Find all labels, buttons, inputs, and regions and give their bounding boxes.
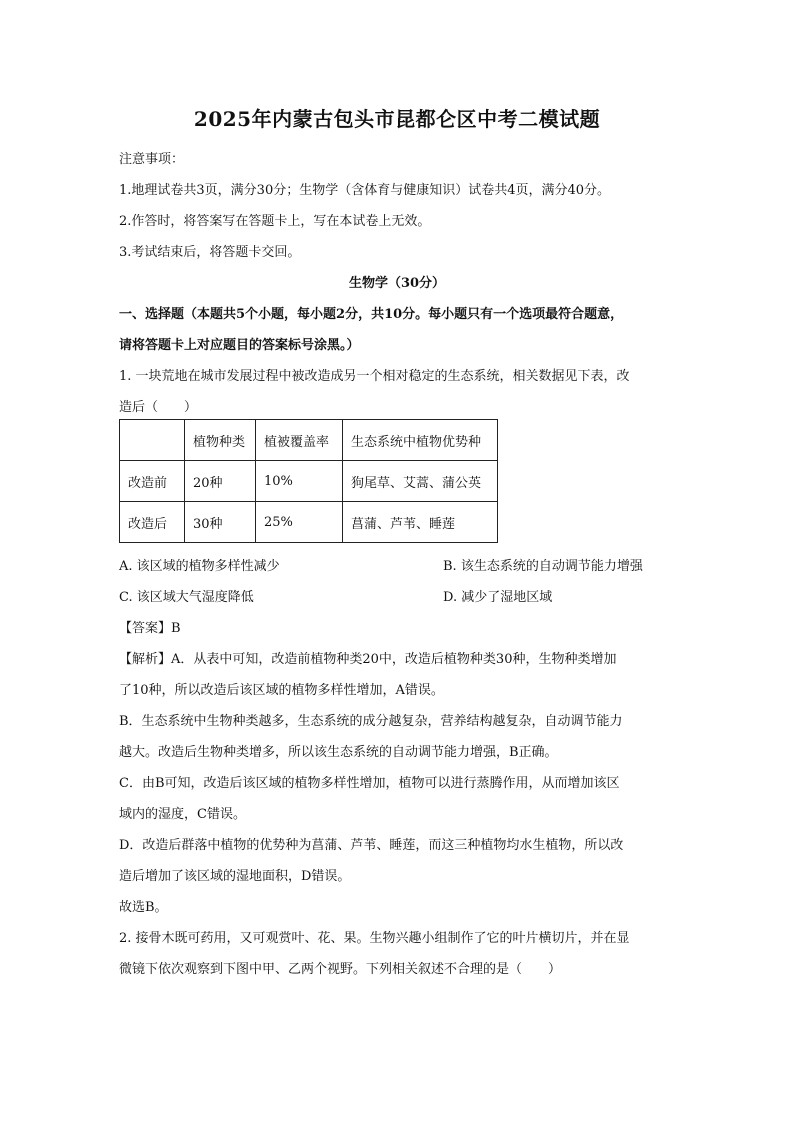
table-cell: 改造后	[120, 502, 185, 543]
q2-stem-line1: 2. 接骨木既可药用，又可观赏叶、花、果。生物兴趣小组制作了它的叶片横切片，并在显	[119, 931, 630, 946]
table-row	[120, 502, 498, 543]
notice-heading: 注意事项：	[119, 152, 185, 167]
part1-instruction-line2: 请将答题卡上对应题目的答案标号涂黑。）	[119, 338, 360, 353]
q1-stem-line1: 1. 一块荒地在城市发展过程中被改造成另一个相对稳定的生态系统，相关数据见下表，改	[119, 369, 630, 384]
part1-instruction-line1: 一、选择题（本题共5个小题，每小题2分，共10分。每小题只有一个选项最符合题意，	[119, 307, 624, 322]
q1-analysis-line: B．生态系统中生物种类越多，生态系统的成分越复杂，营养结构越复杂，自动调节能力	[119, 714, 623, 729]
section-title: 生物学（30分）	[348, 276, 446, 291]
q1-option-b: B. 该生态系统的自动调节能力增强	[443, 559, 643, 574]
q1-option-c: C. 该区域大气湿度降低	[119, 590, 254, 605]
table-header-cell	[120, 420, 185, 461]
q2-stem-line2: 微镜下依次观察到下图中甲、乙两个视野。下列相关叙述不合理的是（ ）	[119, 962, 562, 977]
table-header-row	[120, 420, 498, 461]
table-row	[120, 461, 498, 502]
q1-analysis-line: 了10种，所以改造后该区域的植物多样性增加，A错误。	[119, 683, 444, 698]
q1-conclusion: 故选B。	[119, 900, 168, 915]
q1-analysis-line: 域内的湿度，C错误。	[119, 807, 246, 822]
notice-item-2: 2.作答时，将答案写在答题卡上，写在本试卷上无效。	[119, 214, 431, 229]
q1-data-table	[119, 419, 498, 543]
q1-option-a: A. 该区域的植物多样性减少	[119, 559, 280, 574]
table-cell: 25%	[256, 502, 343, 543]
table-cell: 改造前	[120, 461, 185, 502]
notice-item-1: 1.地理试卷共3页，满分30分；生物学（含体育与健康知识）试卷共4页，满分40分。	[119, 183, 611, 198]
table-header-cell: 生态系统中植物优势种	[343, 420, 498, 461]
table-cell: 菖蒲、芦苇、睡莲	[343, 502, 498, 543]
table-header-cell: 植被覆盖率	[256, 420, 343, 461]
q1-analysis-line: 越大。改造后生物种类增多，所以该生态系统的自动调节能力增强，B正确。	[119, 745, 558, 760]
q1-answer: 【答案】B	[119, 621, 181, 636]
table-cell: 30种	[185, 502, 256, 543]
table-header-cell: 植物种类	[185, 420, 256, 461]
q1-stem-line2: 造后（ ）	[119, 400, 198, 415]
page-title: 2025年内蒙古包头市昆都仑区中考二模试题	[193, 107, 601, 131]
table-cell: 10%	[256, 461, 343, 502]
notice-item-3: 3.考试结束后，将答题卡交回。	[119, 245, 301, 260]
q1-analysis-line: 【解析】A．从表中可知，改造前植物种类20中，改造后植物种类30种，生物种类增加	[119, 652, 617, 667]
table-cell: 20种	[185, 461, 256, 502]
q1-analysis-line: 造后增加了该区域的湿地面积，D错误。	[119, 869, 351, 884]
q1-analysis-line: C．由B可知，改造后该区域的植物多样性增加，植物可以进行蒸腾作用，从而增加该区	[119, 776, 620, 791]
q1-option-d: D. 减少了湿地区域	[443, 590, 553, 605]
table-cell: 狗尾草、艾蒿、蒲公英	[343, 461, 498, 502]
q1-analysis-line: D．改造后群落中植物的优势种为菖蒲、芦苇、睡莲，而这三种植物均水生植物，所以改	[119, 838, 624, 853]
